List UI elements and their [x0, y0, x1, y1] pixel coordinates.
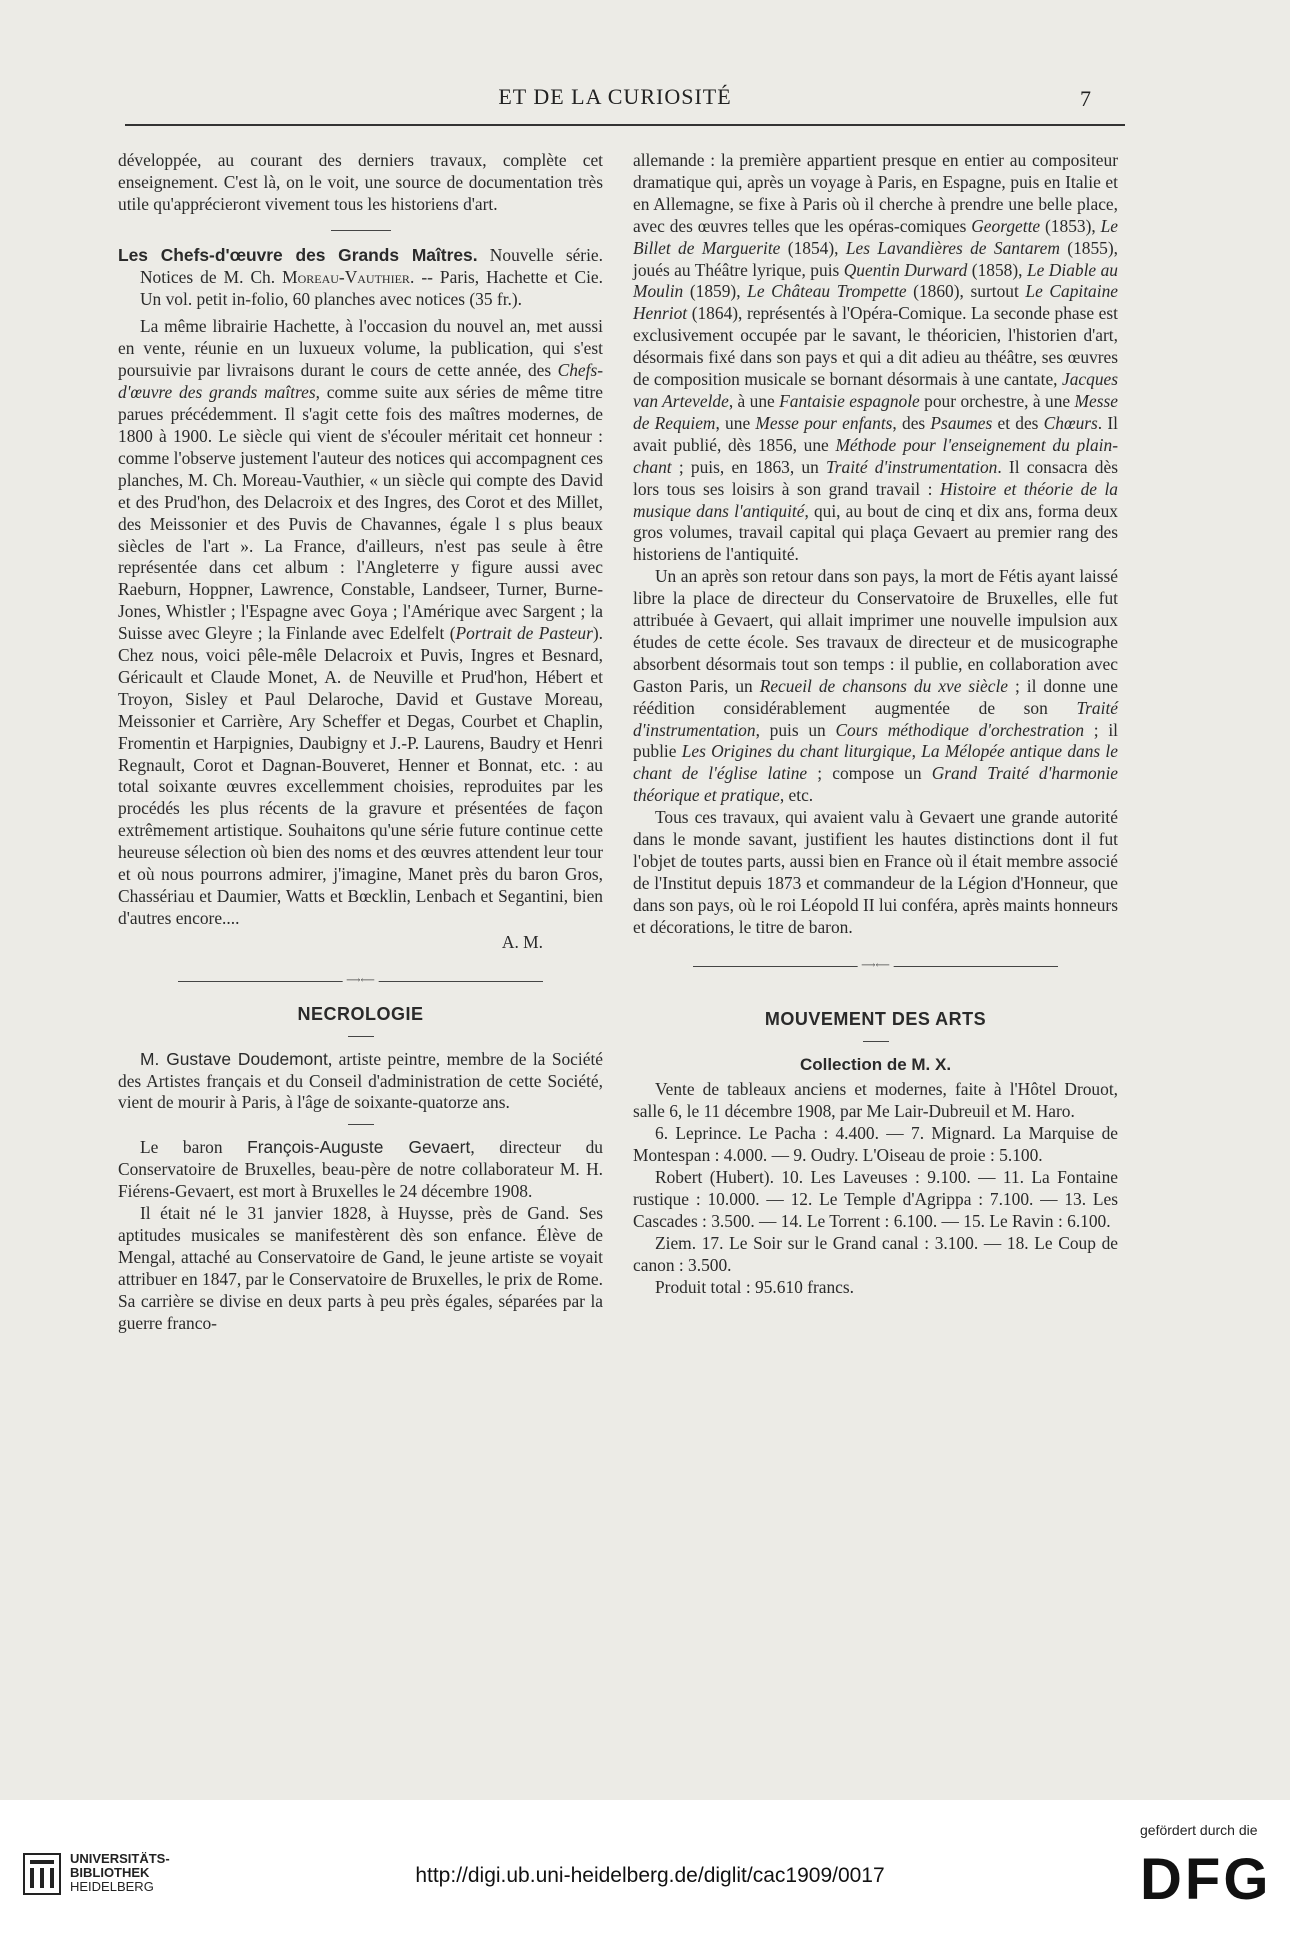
running-header: ET DE LA CURIOSITÉ [498, 84, 732, 109]
ornamental-divider: ⟶⟵ [633, 961, 1118, 971]
necrologie-heading: NECROLOGIE [297, 1003, 424, 1024]
sale-lots-ziem: Ziem. 17. Le Soir sur le Grand canal : 3.100. — 18. Le Coup de canon : 3.500. [633, 1232, 1118, 1275]
digitization-footer [0, 1800, 1290, 1940]
page-number: 7 [1080, 86, 1091, 111]
library-logo-icon [22, 1852, 62, 1896]
doudemont-obituary: M. Gustave Doudemont, artiste peintre, membre de la Société des Artistes français et du Conseil d'administration de cette Société, vient de mourir à Paris, à l'âge de soixante-quatorze ans. [118, 1048, 604, 1113]
source-url-link[interactable]: http://digi.ub.uni-heidelberg.de/diglit/cac1909/0017 [415, 1864, 885, 1887]
funded-by-label: gefördert durch die [1140, 1822, 1258, 1838]
sale-lots-robert: Robert (Hubert). 10. Les Laveuses : 9.100. — 11. La Fontaine rustique : 10.000. — 12. Le Temple d'Agrippa : 7.100. — 13. Les Cascades : 3.500. — 14. Le Torrent : 6.100. — 15. Le Ravin : 6.100. [633, 1167, 1118, 1231]
intro-paragraph: développée, au courant des derniers travaux, complète cet enseignement. C'est là, on le voit, une source de documentation très utile qu'apprécieront vivement tous les historiens d'art. [118, 150, 603, 214]
dfg-logo: DFG [1140, 1847, 1272, 1912]
chefs-author: Moreau-Vauthier [282, 266, 410, 287]
gevaert-biography: Il était né le 31 janvier 1828, à Huysse, près de Gand. Ses aptitudes musicales se manifestèrent dès son enfance. Élève de Mengal, attaché au Conservatoire de Gand, le jeune artiste se voyait attribuer en 1847, par le Conservatoire de Bruxelles, le prix de Rome. Sa carrière se divise en deux parts à peu près égales, séparées par la guerre franco- [118, 1203, 603, 1333]
right-column [633, 150, 1118, 1299]
collection-heading: Collection de M. X. [799, 1054, 952, 1074]
gevaert-career: allemande : la première appartient presque en entier au compositeur dramatique qui, après un voyage à Paris, en Espagne, puis en Italie et en Allemagne, se fixe à Paris où il cherche à prendre une belle place, avec des œuvres telles que les opéras-comiques Georgette (1853), Le Billet de Marguerite (1854), Les Lavandières de Santarem (1855), joués au Théâtre lyrique, puis Quentin Durward (1858), Le Diable au Moulin (1859), Le Château Trompette (1860), surtout Le Capitaine Henriot (1864), représentés à l'Opéra-Comique. La seconde phase est exclusivement occupée par le savant, le théoricien, l'historien d'art, désormais fixé dans son pays et qui a dit adieu au théâtre, ses œuvres de composition musicale se bornant désormais à une cantate, Jacques van Artevelde, à une Fantaisie espagnole pour orchestre, à une Messe de Requiem, une Messe pour enfants, des Psaumes et des Chœurs. Il avait publié, dès 1856, une Méthode pour l'enseignement du plain-chant ; puis, en 1863, un Traité d'instrumentation. Il consacra dès lors tous ses loisirs à son grand travail : Histoire et théorie de la musique dans l'antiquité, qui, au bout de cinq et dix ans, forma deux gros volumes, travail capital qui plaça Gevaert au premier rang des historiens de l'antiquité. [633, 150, 1119, 565]
sale-total: Produit total : 95.610 francs. [655, 1276, 854, 1297]
left-column [118, 150, 603, 1335]
heading-rule [348, 1036, 374, 1037]
conservatoire-paragraph: Un an après son retour dans son pays, la mort de Fétis ayant laissé libre la place de directeur du Conservatoire de Bruxelles, elle fut attribuée à Gevaert, qui allait imprimer une nouvelle impulsion aux études de cette école. Ses travaux de directeur et de musicographe absorbent désormais tout son temps : il publie, en collaboration avec Gaston Paris, un Recueil de chansons du xve siècle ; il donne une réédition considérablement augmentée de son Traité d'instrumentation, puis un Cours méthodique d'orchestration ; il publie Les Origines du chant liturgique, La Mélopée antique dans le chant de l'église latine ; compose un Grand Traité d'harmonie théorique et pratique, etc. [633, 566, 1118, 806]
gevaert-obituary: Le baron François-Auguste Gevaert, directeur du Conservatoire de Bruxelles, beau-père de notre collaborateur M. H. Fiérens-Gevaert, est mort à Bruxelles le 24 décembre 1908. [118, 1137, 603, 1202]
ornamental-divider: ⟶⟵ [118, 976, 603, 986]
mouvement-heading: MOUVEMENT DES ARTS [764, 1008, 987, 1029]
heading-rule [863, 1041, 889, 1042]
obituary-divider [348, 1124, 374, 1125]
sale-description: Vente de tableaux anciens et modernes, faite à l'Hôtel Drouot, salle 6, le 11 décembre 1908, par Me Lair-Dubreuil et M. Haro. [633, 1079, 1118, 1122]
chefs-title: Les Chefs-d'œuvre des Grands Maîtres. [118, 244, 478, 265]
chefs-review: La même librairie Hachette, à l'occasion du nouvel an, met aussi en vente, réunie en un luxueux volume, la publication, qui s'est poursuivie par livraisons durant le cours de cette année, des Chefs-d'œuvre des grands maîtres, comme suite aux séries de même titre parues précédemment. Il s'agit cette fois des maîtres modernes, de 1800 à 1900. Le siècle qui vient de s'écouler méritait cet honneur : comme l'observe justement l'auteur des notices qui accompagnent ces planches, M. Ch. Moreau-Vauthier, « un siècle qui compte des David et des Prud'hon, des Delacroix et des Ingres, des Corot et des Millet, des Meissonier et des Puvis de Chavannes, égale l s plus beaux siècles de l'art ». La France, d'ailleurs, n'est pas seule à être représentée dans cet album : l'Angleterre y figure aussi avec Raeburn, Hoppner, Lawrence, Constable, Landseer, Turner, Burne-Jones, Whistler ; l'Espagne avec Goya ; l'Amérique avec Sargent ; la Suisse avec Gleyre ; la Finlande avec Edelfelt (Portrait de Pasteur). Chez nous, voici pêle-mêle Delacroix et Puvis, Ingres et Besnard, Géricault et Claude Monet, A. de Neuville et Prud'hon, Hébert et Troyon, Sisley et Paul Delaroche, David et Gustave Moreau, Meissonier et Carrière, Ary Scheffer et Degas, Courbet et Chaplin, Fromentin et Harpignies, Daubigny et J.-P. Laurens, Baudry et Henri Regnault, Corot et Dagnan-Bouveret, Henner et Bonnat, etc. : au total soixante œuvres excellemment choisies, reproduites par les procédés les plus récents de la gravure et présentées de façon extrêmement artistique. Souhaitons qu'une série future continue cette heureuse sélection où bien des noms et des œuvres attendent leur tour et où nous pourrons admirer, j'imagine, Manet près du baron Gros, Chassériau et Daumier, Watts et Bœcklin, Lenbach et Segantini, bien d'autres encore.... [118, 316, 603, 928]
library-name: UNIVERSITÄTS- BIBLIOTHEK HEIDELBERG [70, 1851, 170, 1894]
chefs-reference: Les Chefs-d'œuvre des Grands Maîtres. Nouvelle série. Notices de M. Ch. Moreau-Vauthier. -- Paris, Hachette et Cie. Un vol. petit in-folio, 60 planches avec notices (35 fr.). [118, 244, 603, 309]
honours-paragraph: Tous ces travaux, qui avaient valu à Gevaert une grande autorité dans le monde savant, justifient les hautes distinctions dont il fut l'objet de toutes parts, aussi bien en France où il était membre associé de l'Institut depuis 1873 et commandeur de la Légion d'Honneur, que dans son pays, où le roi Léopold II lui conféra, après maints honneurs et décorations, le titre de baron. [633, 807, 1118, 937]
review-signature: A. M. [501, 931, 543, 952]
section-divider [331, 230, 391, 231]
sale-lots-1: 6. Leprince. Le Pacha : 4.400. — 7. Mignard. La Marquise de Montespan : 4.000. — 9. Oudry. L'Oiseau de proie : 5.100. [633, 1123, 1118, 1166]
header-rule [125, 124, 1125, 126]
